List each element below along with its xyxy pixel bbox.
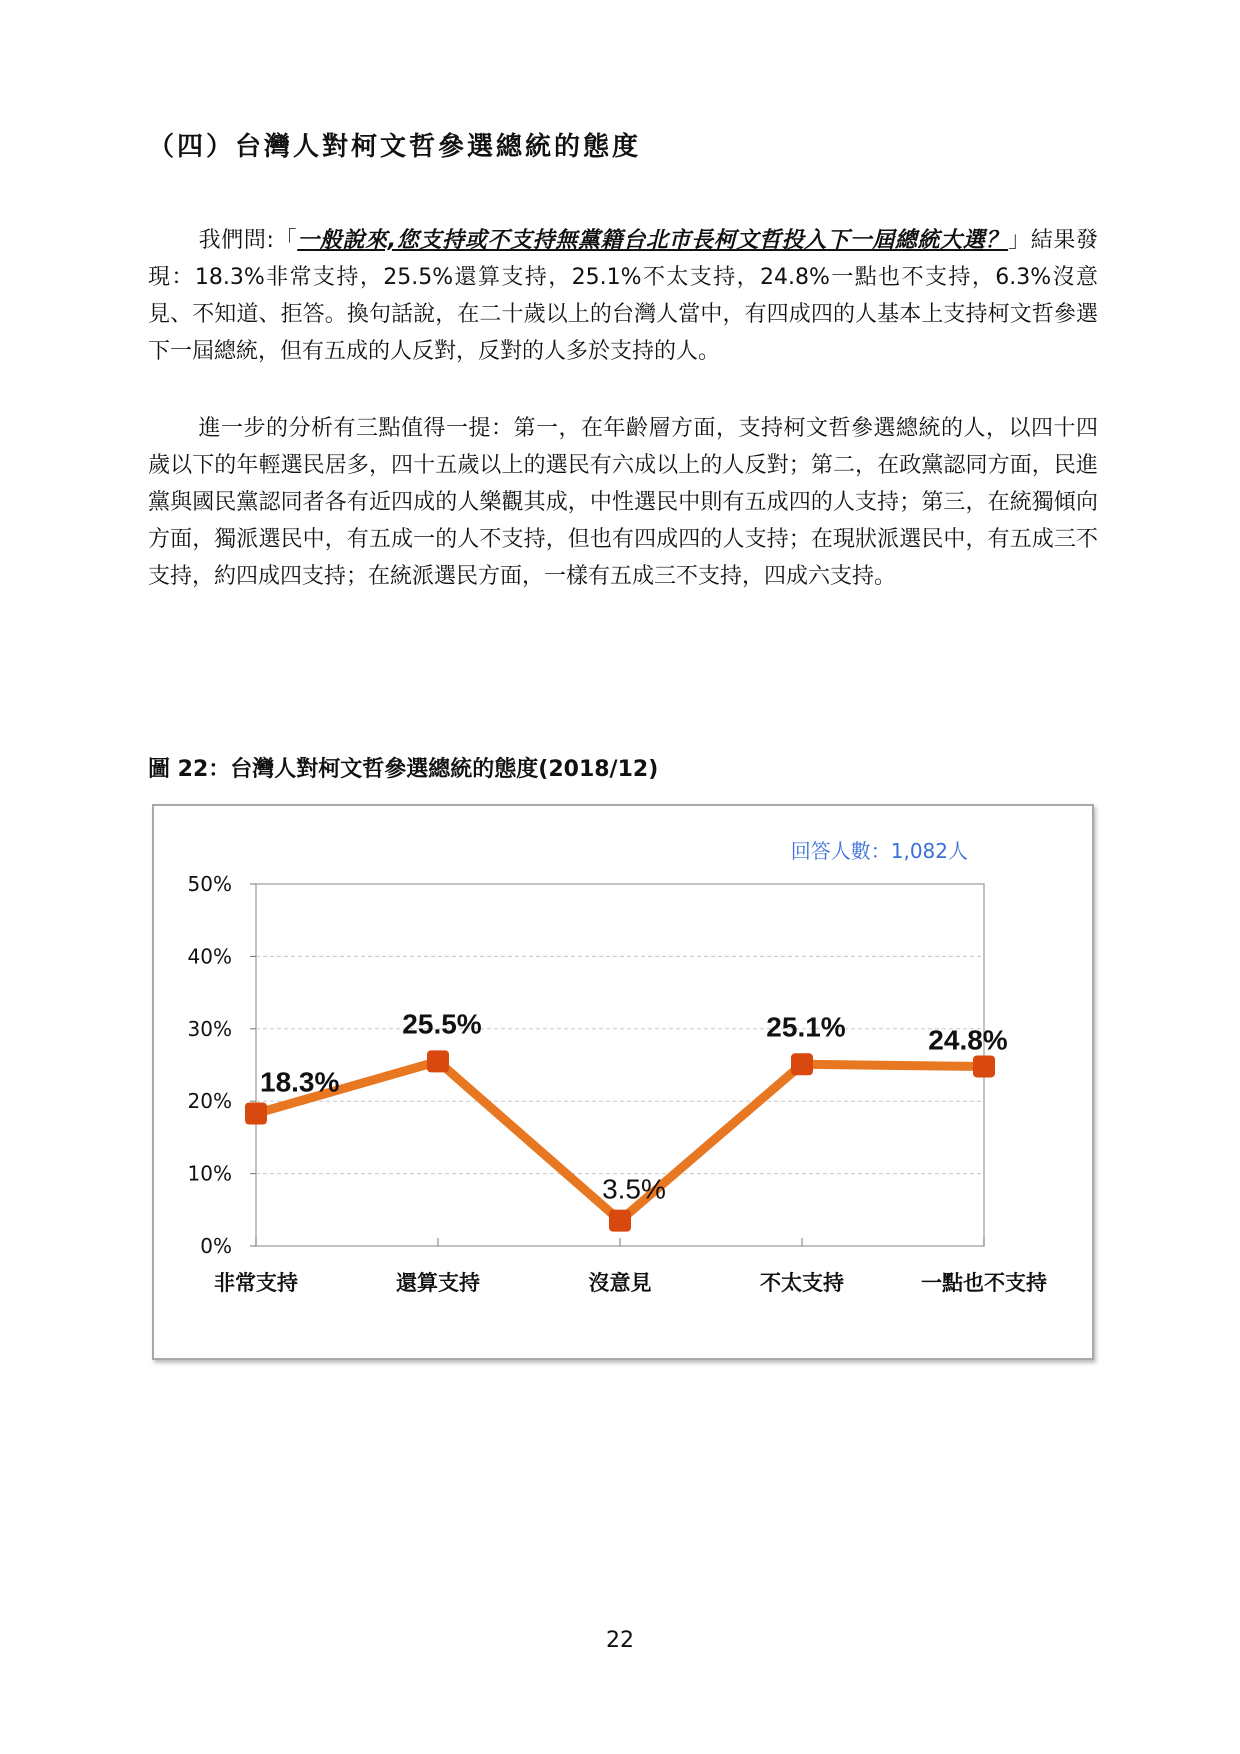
data-point [609,1210,631,1232]
x-tick-label: 一點也不支持 [921,1271,1047,1295]
figure-caption: 圖 22：台灣人對柯文哲參選總統的態度(2018/12) [148,757,659,782]
y-tick-label: 0% [200,1234,232,1258]
analysis-text: 進一步的分析有三點值得一提：第一，在年齡層方面，支持柯文哲參選總統的人，以四十四歲以下的年輕選民居多，四十五歲以上的選民有六成以上的人反對；第二，在政黨認同方面，民進黨與國民黨認同者各有近四成的人樂觀其成，中性選民中則有五成四的人支持；第三，在統獨傾向方面，獨派選民中，有五成一的人不支持，但也有四成四的人支持；在現狀派選民中，有五成三不支持，約四成四支持；在統派選民方面，一樣有五成三不支持，四成六支持。 [148,416,1098,589]
y-tick-label: 20% [187,1089,232,1114]
page-number: 22 [606,1628,634,1653]
chart-container [152,804,1094,1360]
data-label: 25.1% [766,1011,846,1043]
data-point [427,1050,449,1072]
y-tick-label: 40% [187,944,232,969]
y-tick-label: 50% [187,872,232,896]
respondent-count: 回答人數：1,082人 [790,839,968,863]
paragraph-analysis [148,410,1098,595]
data-point [245,1103,267,1125]
y-tick-label: 30% [187,1016,232,1041]
y-tick-label: 10% [187,1161,232,1186]
line-chart [154,806,1092,1358]
section-heading: （四）台灣人對柯文哲參選總統的態度 [148,132,642,162]
data-point [973,1055,995,1077]
data-label: 25.5% [402,1008,482,1040]
x-tick-label: 還算支持 [396,1271,480,1295]
data-label: 24.8% [928,1024,1008,1056]
x-tick-label: 非常支持 [214,1271,298,1295]
x-tick-label: 不太支持 [760,1271,844,1295]
data-label: 3.5% [602,1173,666,1205]
results-text: 」結果發現：18.3%非常支持，25.5%還算支持，25.1%不太支持，24.8%一點也不支持，6.3%沒意見、不知道、拒答。換句話說，在二十歲以上的台灣人當中，有四成四的人基本上支持柯文哲參選下一屆總統，但有五成的人反對，反對的人多於支持的人。 [148,228,1098,364]
paragraph-question [148,222,1098,370]
data-label: 18.3% [260,1066,340,1098]
survey-question: 一般說來,您支持或不支持無黨籍台北市長柯文哲投入下一屆總統大選？ [297,228,1009,253]
data-point [791,1053,813,1075]
x-tick-label: 沒意見 [588,1271,652,1295]
question-open: 我們問:「 [198,228,298,253]
